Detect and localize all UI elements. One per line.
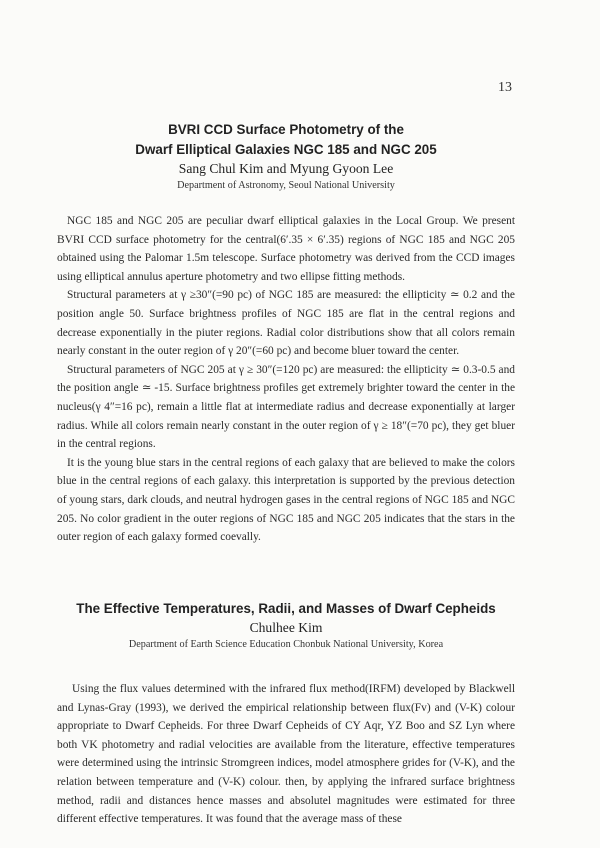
article-title xyxy=(57,120,515,160)
abstract-paragraph: Using the flux values determined with the infrared flux method(IRFM) developed by Blackwell and Lynas-Gray (1993), we derived the empirical relationship between flux(Fv) and (V-K) colour appropriate to Dwarf Cepheids. For three Dwarf Cepheids of CY Aqr, YZ Boo and SZ Lyn where both VK photometry and radial velocities are available from the literature, effective temperatures were determined using the intrinsic Stromgreen indices, model atmosphere grides for (V-K), and the relation between temperature and (V-K) colour. then, by applying the infrared surface brightness method, radii and distances hence masses and absolutel magnitudes were estimated for three different effective temperatures. It was found that the average mass of these xyxy=(57,683,515,826)
article-abstract xyxy=(57,212,515,547)
article-abstract xyxy=(57,680,515,829)
article-authors: Chulhee Kim xyxy=(249,620,323,635)
abstract-paragraph: NGC 185 and NGC 205 are peculiar dwarf elliptical galaxies in the Local Group. We present BVRI CCD surface photometry for the central(6′.35 × 6′.35) regions of NGC 185 and NGC 205 obtained using the Palomar 1.5m telescope. Surface photometry was derived from the CCD images using elliptical annulus aperture photometry and two ellipse fitting methods. xyxy=(57,215,515,283)
article-surface-photometry xyxy=(57,120,515,547)
article-affiliation: Department of Astronomy, Seoul National University xyxy=(177,180,395,191)
abstract-paragraph: Structural parameters of NGC 205 at γ ≥ 30″(=120 pc) are measured: the ellipticity ≃ 0.3-0.5 and the position angle ≃ -15. Surface brightness profiles get extremely brighter toward the center in the nucleus(γ 4″=16 pc), remain a little flat at intermediate radius and decrease exponentially at larger radius. While all colors remain nearly constant in the outer region of γ ≥ 18″(=70 pc), they get bluer in the central regions. xyxy=(57,363,515,451)
title-line-2: Dwarf Elliptical Galaxies NGC 185 and NGC 205 xyxy=(135,142,437,157)
article-title xyxy=(57,599,515,619)
article-authors: Sang Chul Kim and Myung Gyoon Lee xyxy=(178,161,394,176)
abstract-paragraph: Structural parameters at γ ≥30″(=90 pc) of NGC 185 are measured: the ellipticity ≃ 0.2 and the position angle 50. Surface brightness profiles of NGC 185 are flat in the central regions and decrease exponentially in the piuter regions. Radial color distributions show that all colors remain nearly constant in the outer region of γ 20″(=60 pc) and become bluer toward the center. xyxy=(57,289,515,358)
article-affiliation: Department of Earth Science Education Chonbuk National University, Korea xyxy=(128,639,444,650)
page-number: 13 xyxy=(498,80,512,95)
abstract-paragraph: It is the young blue stars in the central regions of each galaxy that are believed to make the colors blue in the central regions of each galaxy. this interpretation is supported by the previous detection of young stars, dark clouds, and neutral hydrogen gases in the central regions of NGC 185 and NGC 205. No color gradient in the outer regions of NGC 185 and NGC 205 indicates that the stars in the outer region of each galaxy formed coevally. xyxy=(57,456,515,544)
article-dwarf-cepheids xyxy=(57,599,515,829)
title-line-1: The Effective Temperatures, Radii, and Masses of Dwarf Cepheids xyxy=(76,601,496,616)
title-line-1: BVRI CCD Surface Photometry of the xyxy=(168,122,404,137)
